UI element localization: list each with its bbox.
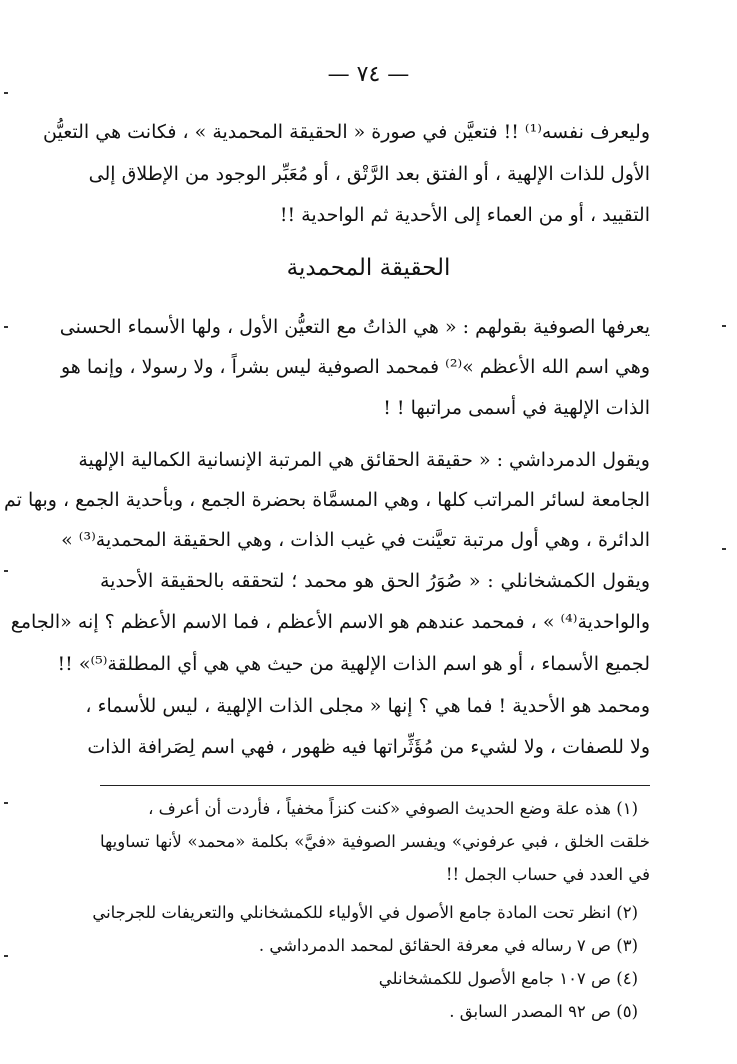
scan-mark — [4, 955, 8, 957]
paragraph3-line: الجامعة لسائر المراتب كلها ، وهي المسمَّاة بحضرة الجمع ، وبأحدية الجمع ، وبها تم — [3, 489, 650, 511]
paragraph2-line: يعرفها الصوفية بقولهم : « هي الذاتُ مع التعيُّن الأول ، ولها الأسماء الحسنى — [59, 316, 650, 338]
footnote-line: خلقت الخلق ، فبي عرفوني» ويفسر الصوفية «فيَّ» بكلمة «محمد» لأنها تساويها — [100, 832, 650, 851]
footnote-line: (٤) ص ١٠٧ جامع الأصول للكمشخانلي — [378, 969, 638, 988]
footnote-line: (٥) ص ٩٢ المصدر السابق . — [449, 1002, 638, 1021]
paragraph3-line: ومحمد هو الأحدية ! فما هي ؟ إنها « مجلى الذات الإلهية ، ليس للأسماء ، — [85, 695, 650, 717]
scan-mark — [4, 802, 8, 804]
paragraph3-line: والواحدية⁽⁴⁾ » ، فمحمد عندهم هو الاسم الأعظم ، فما الاسم الأعظم ؟ إنه «الجامع — [10, 611, 650, 633]
paragraph3-line: لجميع الأسماء ، أو هو اسم الذات الإلهية من حيث هي هي أي المطلقة⁽⁵⁾» !! — [57, 653, 650, 675]
paragraph1-line: الأول للذات الإلهية ، أو الفتق بعد الرَّتْق ، أو مُعَبِّر الوجود من الإطلاق إلى — [88, 163, 650, 185]
paragraph3-line: ويقول الدمرداشي : « حقيقة الحقائق هي المرتبة الإنسانية الكمالية الإلهية — [78, 449, 650, 471]
page-number: — ٧٤ — — [327, 62, 410, 87]
footnote-divider — [100, 785, 650, 786]
footnote-line: (٣) ص ٧ رساله في معرفة الحقائق لمحمد الدمرداشي . — [258, 936, 638, 955]
paragraph2-line: الذات الإلهية في أسمى مراتبها ! ! — [383, 397, 650, 419]
footnote-line: (٢) انظر تحت المادة جامع الأصول في الأولياء للكمشخانلي والتعريفات للجرجاني — [92, 903, 638, 922]
paragraph2-line: وهي اسم الله الأعظم »⁽²⁾ فمحمد الصوفية ليس بشراً ، ولا رسولا ، وإنما هو — [60, 356, 650, 378]
scan-mark — [722, 325, 726, 327]
section-heading: الحقيقة المحمدية — [286, 255, 451, 281]
paragraph1-line: وليعرف نفسه⁽¹⁾ !! فتعيَّن في صورة « الحقيقة المحمدية » ، فكانت هي التعيُّن — [43, 121, 650, 143]
scan-mark — [722, 548, 726, 550]
scan-mark — [4, 326, 8, 328]
paragraph1-line: التقييد ، أو من العماء إلى الأحدية ثم الواحدية !! — [279, 204, 650, 226]
scan-mark — [4, 570, 8, 572]
scan-mark — [4, 92, 8, 94]
footnote-line: في العدد في حساب الجمل !! — [445, 865, 650, 884]
paragraph3-line: الدائرة ، وهي أول مرتبة تعيَّنت في غيب الذات ، وهي الحقيقة المحمدية⁽³⁾ » — [61, 529, 650, 551]
paragraph3-line: ويقول الكمشخانلي : « صُوَرُ الحق هو محمد ؛ لتحققه بالحقيقة الأحدية — [100, 570, 650, 592]
paragraph3-line: ولا للصفات ، ولا لشيء من مُؤَثِّراتها فيه ظهور ، فهي اسم لِصَرافة الذات — [87, 736, 650, 758]
footnote-line: (١) هذه علة وضع الحديث الصوفي «كنت كنزاً مخفياً ، فأردت أن أعرف ، — [148, 799, 638, 818]
